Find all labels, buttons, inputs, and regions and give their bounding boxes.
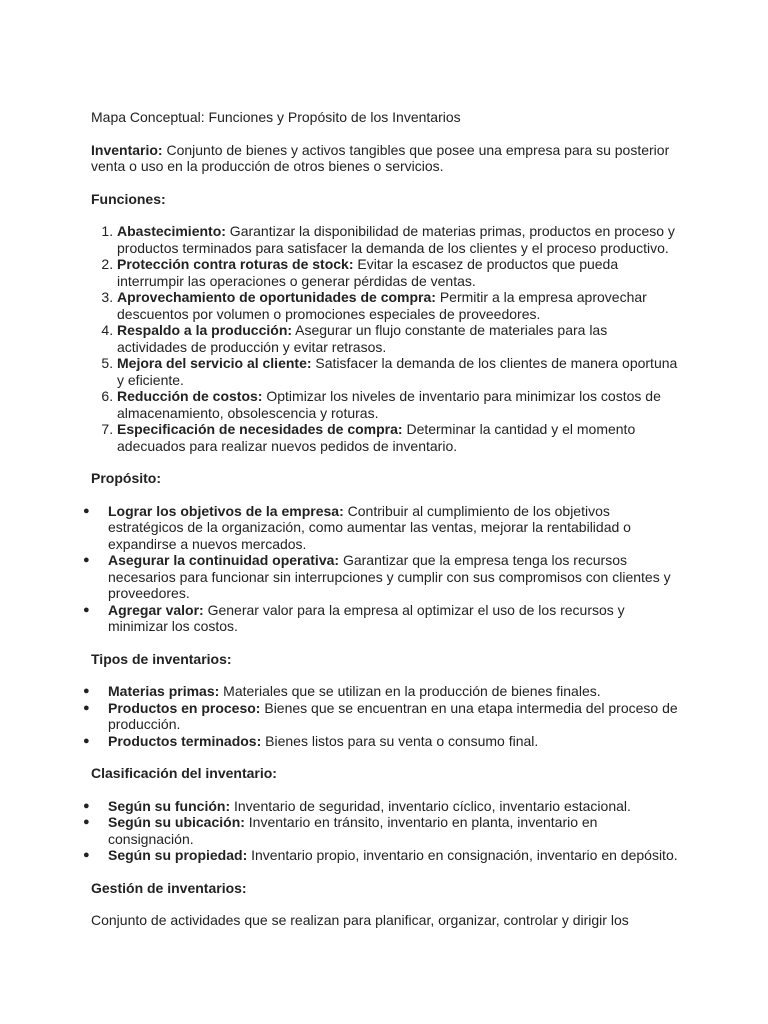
item-term: Especificación de necesidades de compra:	[117, 421, 403, 437]
item-term: Según su ubicación:	[108, 814, 245, 830]
list-item	[117, 289, 681, 322]
item-term: Respaldo a la producción:	[117, 322, 293, 338]
item-text: Evitar la escasez de productos que pueda interrumpir las operaciones o generar pérdidas de ventas.	[117, 256, 619, 289]
item-term: Protección contra roturas de stock:	[117, 256, 354, 272]
list-item	[117, 322, 681, 355]
bullet-icon: ●	[83, 685, 90, 697]
list-item	[117, 355, 681, 388]
bullet-icon: ●	[83, 603, 90, 616]
bullet-icon: ●	[83, 799, 90, 812]
item-text: Bienes listos para su venta o consumo final.	[261, 732, 539, 749]
gestion-text: Conjunto de actividades que se realizan para planificar, organizar, controlar y dirigir los	[91, 912, 629, 928]
bullet-icon: ●	[83, 701, 90, 714]
item-text: Inventario propio, inventario en consignación, inventario en depósito.	[247, 847, 678, 863]
tipos-list	[83, 683, 681, 749]
item-term: Asegurar la continuidad operativa:	[108, 552, 340, 568]
item-text: Bienes que se encuentran en una etapa intermedia del proceso de producción.	[108, 699, 678, 732]
item-term: Productos en proceso:	[108, 699, 261, 716]
item-text: Permitir a la empresa aprovechar descuentos por volumen o promociones especiales de proveedores.	[117, 289, 647, 322]
list-item	[83, 797, 681, 815]
item-text: Garantizar la disponibilidad de materias primas, productos en proceso y productos terminados para satisfacer la demanda de los clientes y el proceso productivo.	[117, 223, 675, 256]
gestion-heading: Gestión de inventarios:	[91, 879, 247, 896]
item-text: Generar valor para la empresa al optimizar el uso de los recursos y minimizar los costos.	[108, 601, 625, 634]
list-item	[83, 732, 681, 750]
item-term: Aprovechamiento de oportunidades de compra:	[117, 289, 436, 305]
item-term: Reducción de costos:	[117, 388, 263, 404]
item-text: Inventario en tránsito, inventario en planta, inventario en consignación.	[108, 814, 598, 847]
clasificacion-heading: Clasificación del inventario:	[91, 765, 277, 781]
list-item	[83, 601, 681, 635]
document-content	[83, 109, 681, 929]
item-text: Determinar la cantidad y el momento adecuados para realizar nuevos pedidos de inventario.	[117, 421, 636, 454]
list-item	[117, 256, 681, 289]
item-term: Lograr los objetivos de la empresa:	[108, 502, 344, 519]
clasificacion-list	[83, 797, 681, 864]
funciones-list	[91, 223, 681, 454]
item-term: Materias primas:	[108, 683, 220, 699]
list-item	[83, 552, 681, 602]
inventario-definition	[91, 142, 681, 175]
item-term: Según su función:	[108, 797, 231, 814]
item-text: Garantizar que la empresa tenga los recursos necesarios para funcionar sin interrupciones y cumplir con sus compromisos con clientes y proveedores.	[108, 552, 671, 601]
list-item	[117, 421, 681, 454]
document-title: Mapa Conceptual: Funciones y Propósito de los Inventarios	[91, 109, 461, 125]
list-item	[117, 223, 681, 256]
list-item	[117, 388, 681, 421]
list-item	[83, 699, 681, 733]
item-term: Mejora del servicio al cliente:	[117, 355, 312, 371]
list-item	[83, 683, 681, 700]
bullet-icon: ●	[83, 554, 90, 566]
list-item	[83, 814, 681, 847]
item-term: Abastecimiento:	[117, 223, 226, 239]
item-text: Inventario de seguridad, inventario cíclico, inventario estacional.	[230, 797, 631, 814]
bullet-icon: ●	[83, 849, 90, 861]
list-item	[83, 847, 681, 864]
item-text: Asegurar un flujo constante de materiales para las actividades de producción y evitar retrasos.	[117, 322, 608, 355]
tipos-heading: Tipos de inventarios:	[91, 650, 232, 667]
item-text: Contribuir al cumplimiento de los objetivos estratégicos de la organización, como aumentar las ventas, mejorar la rentabilidad o expandirse a nuevos mercados.	[108, 502, 631, 552]
bullet-icon: ●	[83, 816, 90, 828]
item-term: Agregar valor:	[108, 601, 204, 618]
item-term: Productos terminados:	[108, 732, 262, 749]
proposito-heading: Propósito:	[91, 470, 161, 486]
item-text: Satisfacer la demanda de los clientes de manera oportuna y eficiente.	[117, 355, 678, 388]
proposito-list	[83, 502, 681, 635]
bullet-icon: ●	[83, 504, 90, 517]
bullet-icon: ●	[83, 734, 90, 747]
list-item	[83, 502, 681, 553]
item-text: Optimizar los niveles de inventario para minimizar los costos de almacenamiento, obsolescencia y roturas.	[117, 388, 661, 421]
definition-term: Inventario:	[91, 141, 163, 158]
item-text: Materiales que se utilizan en la producción de bienes finales.	[219, 683, 601, 699]
funciones-heading: Funciones:	[91, 190, 166, 207]
definition-text: Conjunto de bienes y activos tangibles que posee una empresa para su posterior venta o uso en la producción de otros bienes o servicios.	[91, 141, 670, 174]
item-term: Según su propiedad:	[108, 847, 248, 863]
